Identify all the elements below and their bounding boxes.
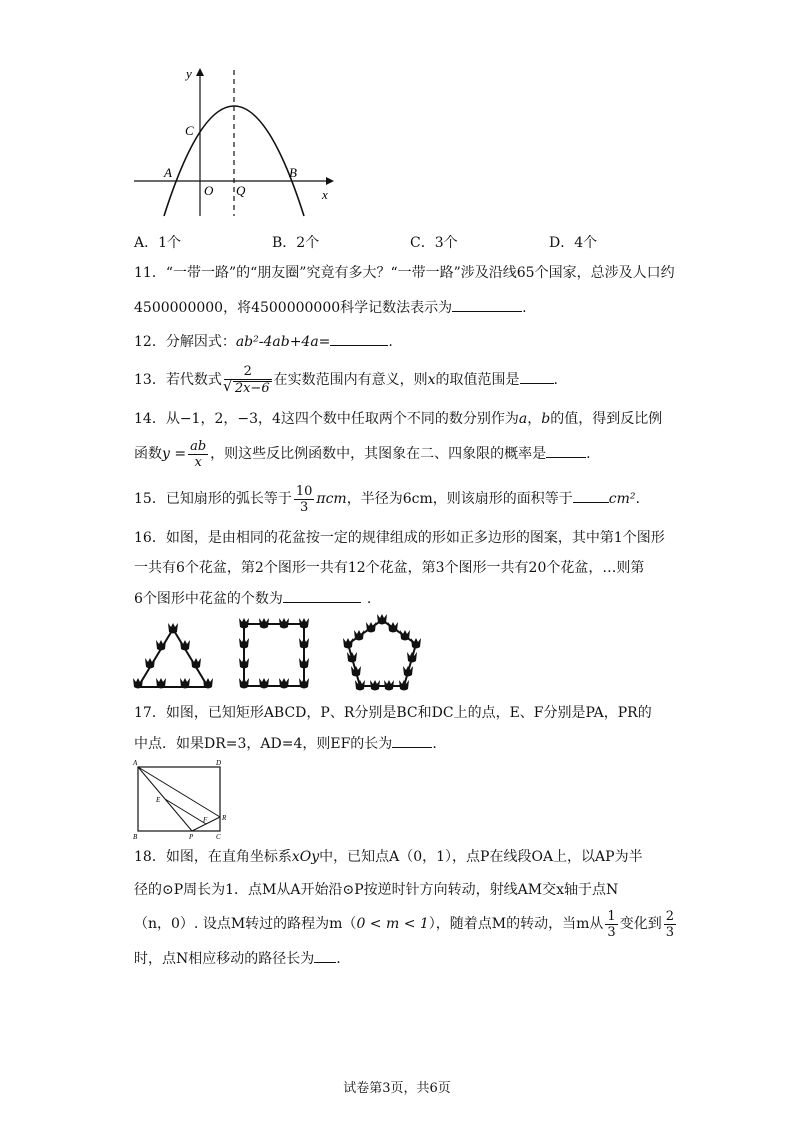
rect-label-A: A: [133, 759, 138, 767]
q18-text6: 时，点N相应移动的路径长为: [134, 951, 315, 967]
q15-mid: ，半径为6cm，则该扇形的面积等于: [346, 491, 573, 507]
q13-var: x: [427, 372, 436, 388]
flower-pot-patterns: [128, 612, 448, 700]
label-B: B: [289, 165, 297, 180]
q13-suffix: 的取值范围是: [435, 372, 520, 388]
q18-end: .: [336, 951, 341, 967]
q12-prefix: 12．分解因式：: [134, 334, 236, 350]
q18-text5: 变化到: [619, 916, 662, 932]
q16-text: 6个图形中花盆的个数为: [134, 591, 283, 607]
q15-pi: π: [316, 491, 326, 507]
q18-line4: [134, 948, 341, 969]
page-footer: 试卷第3页，共6页: [343, 1081, 451, 1096]
q11-answer-blank[interactable]: [452, 297, 522, 312]
q15-den: 3: [299, 499, 309, 515]
q12-expr: ab²-4ab+4a=: [235, 334, 331, 350]
q18-text1: 18．如图，在直角坐标系: [134, 849, 292, 865]
q15-num: 10: [295, 483, 313, 499]
q18-fraction1: [605, 910, 617, 939]
q16-line1: 16．如图，是由相同的花盆按一定的规律组成的形如正多边形的图案，其中第1个图形: [134, 530, 665, 546]
option-d[interactable]: D．4个: [549, 235, 598, 251]
q14-text3: 函数: [134, 446, 162, 462]
q18-f2-num: 2: [665, 908, 674, 924]
q17-line1: 17．如图，已知矩形ABCD，P、R分别是BC和DC上的点，E、F分别是PA，PR的: [134, 705, 652, 721]
rectangle-diagram: [130, 757, 234, 841]
rect-label-R: R: [222, 814, 227, 822]
q18-f1-den: 3: [607, 924, 616, 940]
q11-line1: 11．“一带一路”的“朋友圈”究竟有多大？“一带一路”涉及沿线65个国家，总涉及人口约: [134, 265, 675, 281]
q14-text2: 的值，得到反比例: [550, 411, 663, 427]
q18-text3: （n，0）. 设点M转过的路程为m（: [134, 916, 357, 932]
q16-line3: [134, 588, 371, 609]
label-Q: Q: [236, 183, 246, 198]
pattern-triangle: [133, 623, 213, 689]
q13-line: [134, 362, 558, 398]
q14-comma: ，: [527, 411, 542, 427]
q15-answer-blank[interactable]: [573, 488, 609, 503]
q18-f1-num: 1: [607, 908, 616, 924]
q15-unit2: cm²: [608, 491, 636, 507]
q14-text4: ，则这些反比例函数中，其图象在二、四象限的概率是: [210, 446, 547, 462]
q11-line2: [134, 297, 527, 318]
q13-prefix: 13．若代数式: [134, 372, 222, 388]
q13-num: 2: [224, 365, 272, 380]
q13-end: .: [553, 372, 558, 388]
q15-line: [134, 481, 640, 517]
q15-end: .: [635, 491, 640, 507]
q18-line3: [134, 906, 678, 942]
label-y: y: [186, 66, 192, 81]
q11-end: .: [522, 300, 527, 316]
rect-label-P: P: [189, 833, 194, 841]
q14-num: ab: [190, 438, 207, 454]
pattern-square: [239, 618, 309, 689]
q14-end: .: [586, 446, 591, 462]
q18-fraction2: [664, 910, 676, 939]
q13-den: √ 2x−6: [233, 381, 272, 395]
rect-label-F: F: [203, 816, 208, 824]
label-x: x: [322, 187, 328, 202]
q14-func-lhs: y =: [162, 446, 187, 462]
q18-line1: [134, 847, 643, 867]
q13-fraction: [224, 365, 272, 395]
q14-answer-blank[interactable]: [546, 443, 586, 458]
pattern-pentagon: [343, 614, 421, 691]
q12-answer-blank[interactable]: [330, 331, 388, 346]
parabola-graph: [130, 64, 340, 224]
q13-mid: 在实数范围内有意义，则: [273, 372, 428, 388]
q11-text: 4500000000，将4500000000科学记数法表示为: [134, 300, 453, 316]
q17-end: .: [432, 736, 437, 752]
option-b[interactable]: B．2个: [272, 235, 320, 251]
q16-end: .: [366, 591, 372, 607]
q12-line: [134, 331, 393, 352]
q18-line2: 径的⊙P周长为1．点M从A开始沿⊙P按逆时针方向转动，射线AM交x轴于点N: [134, 882, 619, 898]
q17-text: 中点．如果DR=3，AD=4，则EF的长为: [134, 736, 393, 752]
q14-line2: [134, 436, 591, 472]
q12-end: .: [388, 334, 393, 350]
label-C: C: [185, 123, 194, 138]
label-A: A: [164, 165, 172, 180]
x-axis-arrow: [326, 177, 334, 185]
q18-text2: 中，已知点A（0，1），点P在线段OA上，以AP为半: [319, 849, 643, 865]
y-axis-arrow: [196, 68, 204, 76]
rect-label-D: D: [216, 759, 222, 767]
option-c[interactable]: C．3个: [410, 235, 458, 251]
rect-label-C: C: [216, 833, 221, 841]
q17-answer-blank[interactable]: [392, 733, 432, 748]
q18-xoy: xOy: [291, 849, 320, 865]
q14-b: b: [541, 411, 551, 427]
q18-f2-den: 3: [665, 924, 674, 940]
q16-answer-blank[interactable]: [283, 588, 361, 603]
q14-a: a: [518, 411, 528, 427]
q17-line2: [134, 733, 437, 754]
rect-label-B: B: [133, 833, 138, 841]
q14-line1: [134, 409, 662, 429]
q15-fraction: [294, 485, 315, 514]
q18-text4: ），随着点M的转动，当m从: [428, 916, 604, 932]
q18-answer-blank[interactable]: [314, 948, 336, 963]
q14-fraction: [188, 440, 208, 469]
rect-label-E: E: [156, 796, 161, 804]
q13-answer-blank[interactable]: [520, 369, 554, 384]
q16-line2: 一共有6个花盆，第2个图形一共有12个花盆，第3个图形一共有20个花盆，…则第: [134, 560, 645, 576]
label-O: O: [204, 183, 214, 198]
q14-text1: 14．从−1，2，−3，4这四个数中任取两个不同的数分别作为: [134, 411, 519, 427]
q14-den: x: [194, 454, 202, 470]
q15-prefix: 15．已知扇形的弧长等于: [134, 491, 292, 507]
q18-ineq: 0 < m < 1: [356, 916, 429, 932]
option-a[interactable]: A．1个: [134, 235, 182, 251]
q15-unit: cm: [325, 491, 347, 507]
